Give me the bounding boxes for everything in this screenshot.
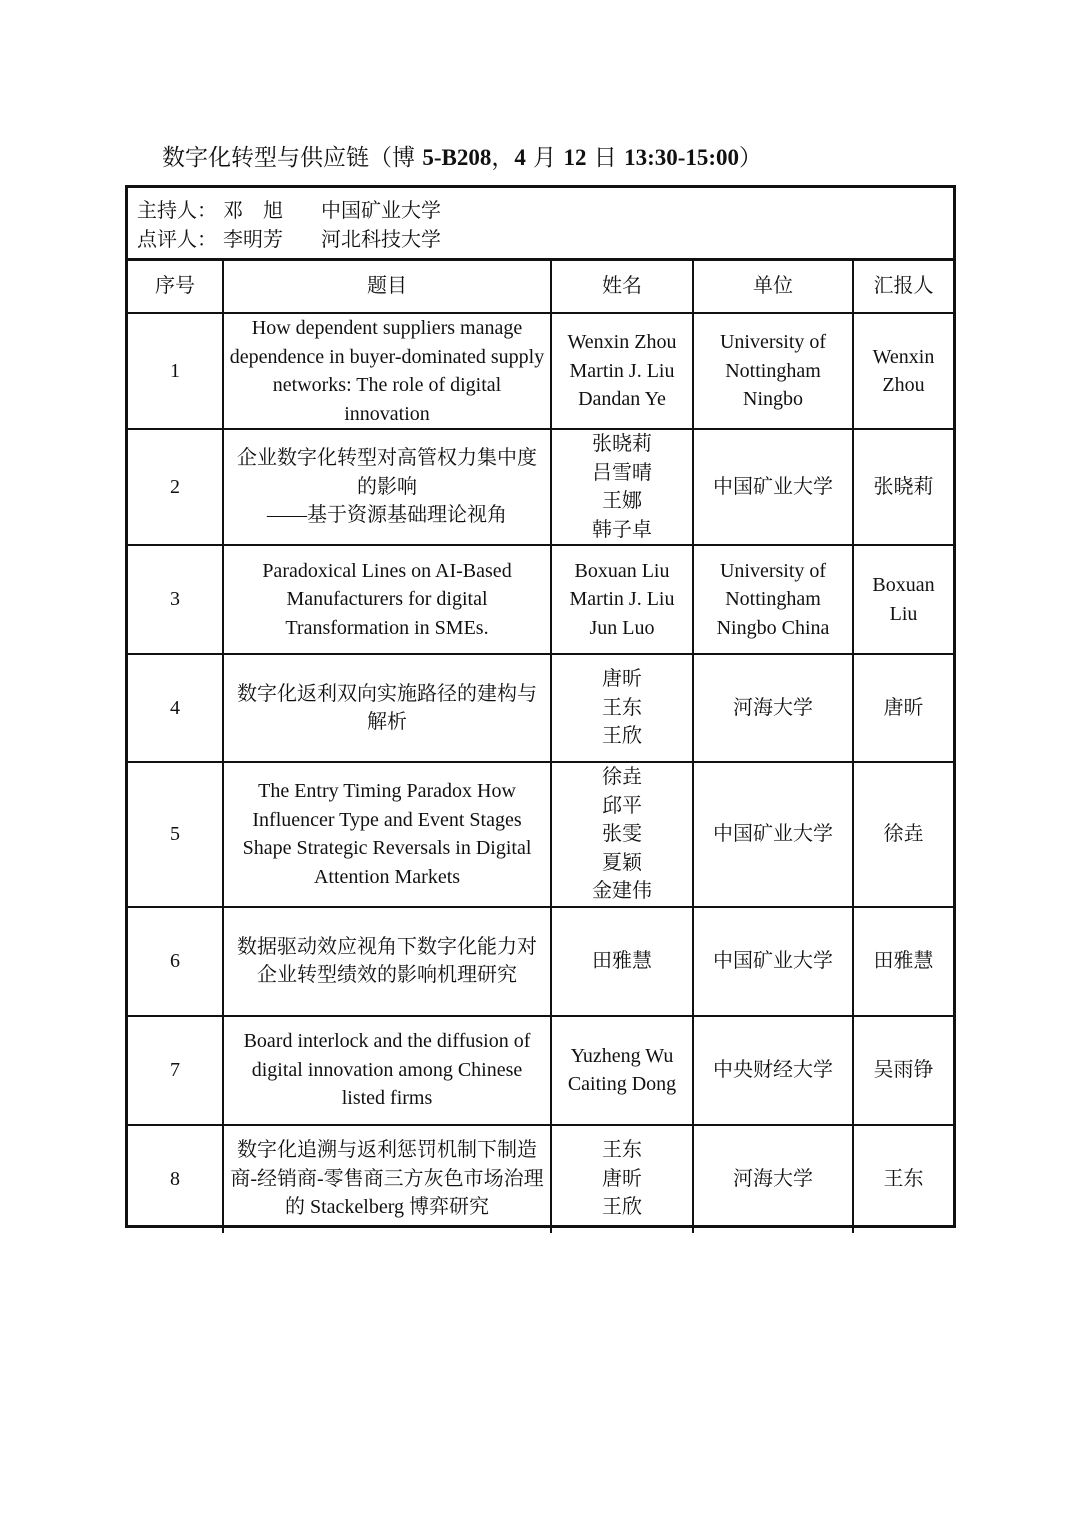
row-topic: 数字化返利双向实施路径的建构与解析 <box>223 654 551 762</box>
row-presenter: 田雅慧 <box>853 907 953 1016</box>
row-unit: University of Nottingham Ningbo China <box>693 545 853 654</box>
row-topic: How dependent suppliers manage dependence in buyer-dominated supply networks: The role of digital innovation <box>223 313 551 429</box>
table-row <box>128 907 953 1016</box>
row-authors: Boxuan Liu Martin J. Liu Jun Luo <box>551 545 693 654</box>
schedule-frame <box>125 185 956 1228</box>
reviewer-row <box>137 225 953 254</box>
row-unit: 中央财经大学 <box>693 1016 853 1125</box>
host-row <box>137 196 953 225</box>
month-unit: 月 <box>525 145 564 171</box>
row-unit: 河海大学 <box>693 654 853 762</box>
row-topic: 企业数字化转型对高管权力集中度的影响 ——基于资源基础理论视角 <box>223 429 551 545</box>
row-no: 1 <box>128 313 223 429</box>
row-presenter: 吴雨铮 <box>853 1016 953 1125</box>
table-row <box>128 313 953 429</box>
table-row <box>128 654 953 762</box>
row-unit: 中国矿业大学 <box>693 429 853 545</box>
row-unit: 中国矿业大学 <box>693 762 853 907</box>
reviewer-unit: 河北科技大学 <box>321 227 441 251</box>
chair-info <box>128 188 953 261</box>
row-presenter: 张晓莉 <box>853 429 953 545</box>
table-row <box>128 545 953 654</box>
row-unit: 河海大学 <box>693 1125 853 1233</box>
row-authors: 田雅慧 <box>551 907 693 1016</box>
title-separator: ， <box>491 145 515 171</box>
host-unit: 中国矿业大学 <box>321 198 441 222</box>
row-authors: Yuzheng Wu Caiting Dong <box>551 1016 693 1125</box>
table-row <box>128 762 953 907</box>
month-value: 4 <box>514 145 526 170</box>
table-row <box>128 1016 953 1125</box>
row-no: 8 <box>128 1125 223 1233</box>
row-presenter: Wenxin Zhou <box>853 313 953 429</box>
row-topic: 数据驱动效应视角下数字化能力对企业转型绩效的影响机理研究 <box>223 907 551 1016</box>
row-no: 7 <box>128 1016 223 1125</box>
presentation-table <box>128 261 953 1233</box>
row-unit: 中国矿业大学 <box>693 907 853 1016</box>
host-name: 邓 旭 <box>223 198 283 222</box>
row-no: 5 <box>128 762 223 907</box>
row-authors: 张晓莉 吕雪晴 王娜 韩子卓 <box>551 429 693 545</box>
header-unit: 单位 <box>693 261 853 313</box>
time-range: 13:30-15:00 <box>624 145 740 170</box>
table-row <box>128 429 953 545</box>
row-unit: University of Nottingham Ningbo <box>693 313 853 429</box>
header-authors: 姓名 <box>551 261 693 313</box>
row-presenter: Boxuan Liu <box>853 545 953 654</box>
table-row <box>128 1125 953 1233</box>
row-authors: 徐垚 邱平 张雯 夏颖 金建伟 <box>551 762 693 907</box>
row-no: 2 <box>128 429 223 545</box>
row-topic: The Entry Timing Paradox How Influencer Type and Event Stages Shape Strategic Reversals in Digital Attention Markets <box>223 762 551 907</box>
session-name: 数字化转型与供应链（博 <box>162 145 423 171</box>
row-authors: 唐昕 王东 王欣 <box>551 654 693 762</box>
row-authors: 王东 唐昕 王欣 <box>551 1125 693 1233</box>
header-row <box>128 261 953 313</box>
row-presenter: 徐垚 <box>853 762 953 907</box>
reviewer-name: 李明芳 <box>223 227 283 251</box>
title-close-paren: ） <box>739 145 763 171</box>
host-role: 主持人： <box>137 198 217 222</box>
header-presenter: 汇报人 <box>853 261 953 313</box>
row-no: 4 <box>128 654 223 762</box>
row-topic: Paradoxical Lines on AI-Based Manufacturers for digital Transformation in SMEs. <box>223 545 551 654</box>
row-presenter: 王东 <box>853 1125 953 1233</box>
row-presenter: 唐昕 <box>853 654 953 762</box>
day-unit: 日 <box>586 145 625 171</box>
row-authors: Wenxin Zhou Martin J. Liu Dandan Ye <box>551 313 693 429</box>
room-code: 5-B208 <box>422 145 492 170</box>
row-topic: Board interlock and the diffusion of digital innovation among Chinese listed firms <box>223 1016 551 1125</box>
session-title <box>162 138 762 178</box>
row-no: 6 <box>128 907 223 1016</box>
header-topic: 题目 <box>223 261 551 313</box>
header-no: 序号 <box>128 261 223 313</box>
row-topic: 数字化追溯与返利惩罚机制下制造商-经销商-零售商三方灰色市场治理的 Stackelberg 博弈研究 <box>223 1125 551 1233</box>
day-value: 12 <box>563 145 587 170</box>
reviewer-role: 点评人： <box>137 227 217 251</box>
row-no: 3 <box>128 545 223 654</box>
